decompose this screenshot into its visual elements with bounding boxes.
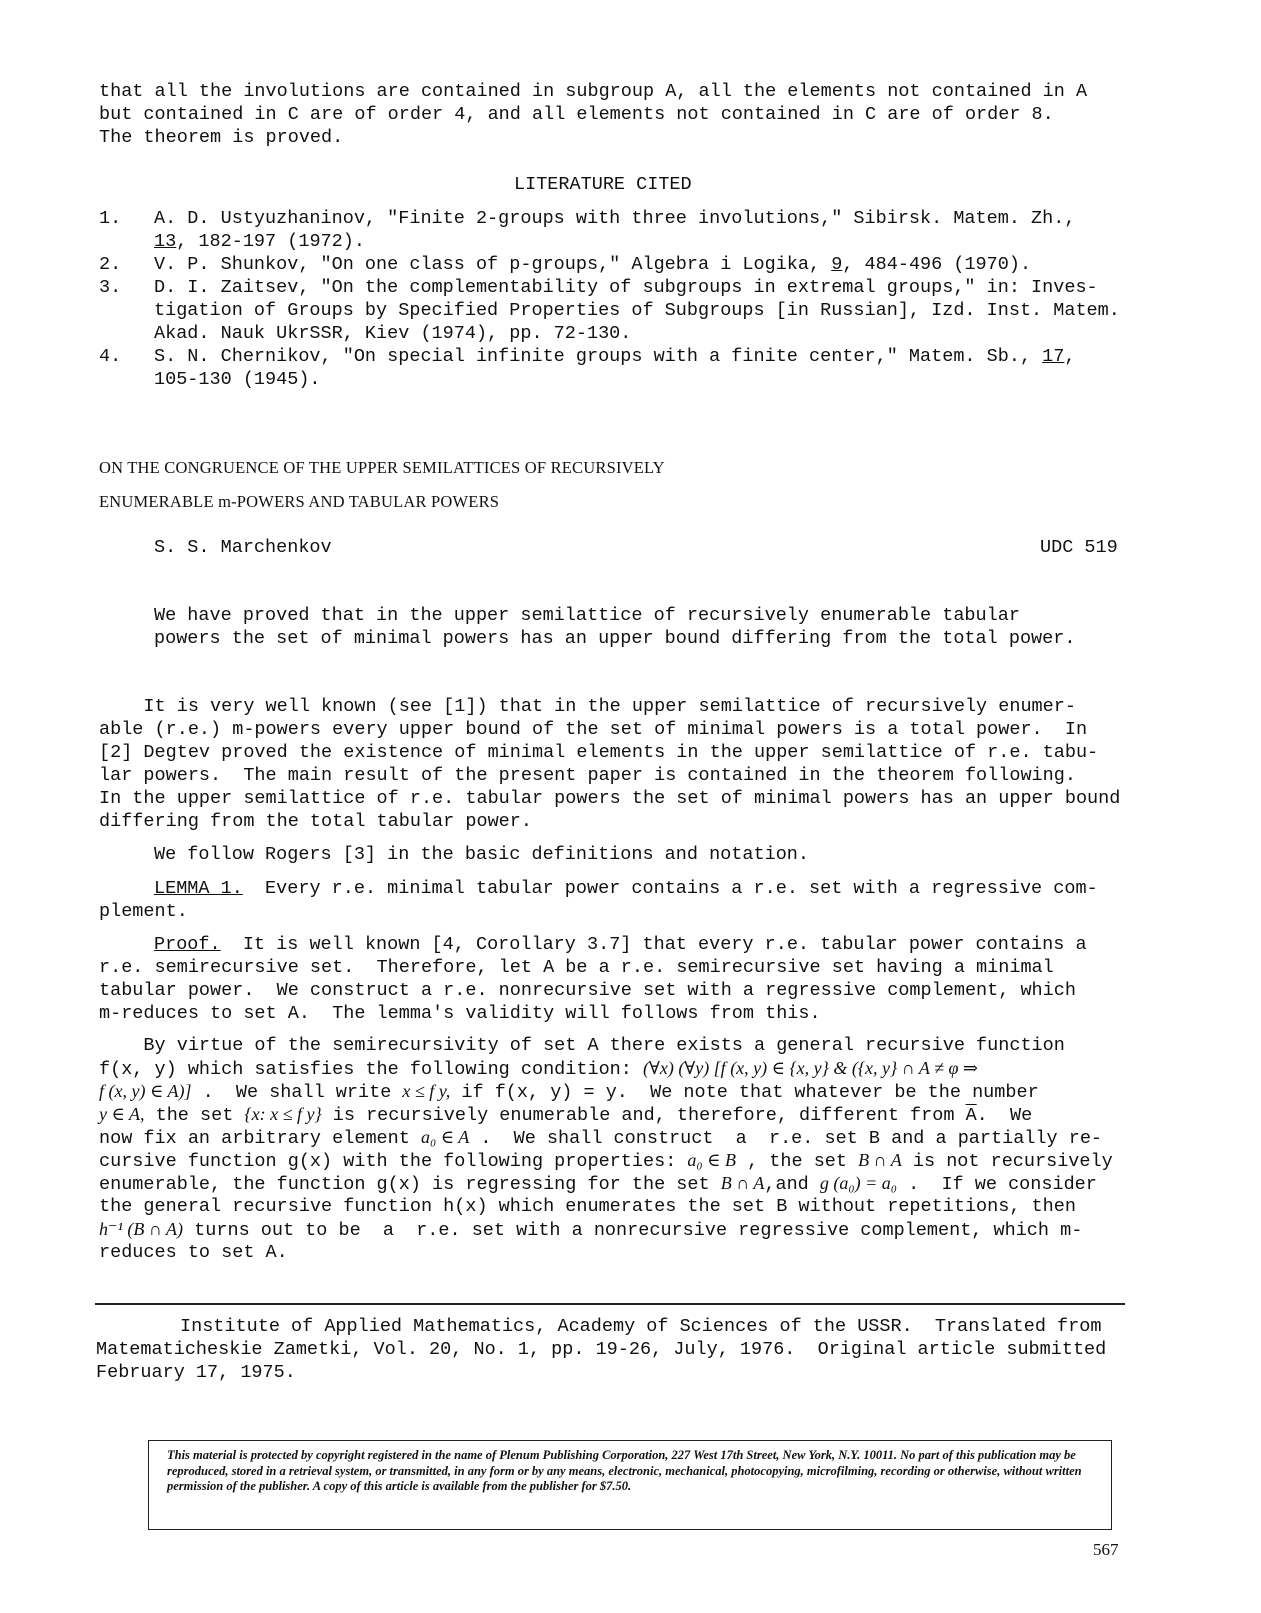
- virtue-line: the general recursive function h(x) which enumerates the set B without repetitions, then: [99, 1196, 1076, 1217]
- reference-line: D. I. Zaitsev, "On the complementability of subgroups in extremal groups," in: Inves-: [154, 277, 1098, 298]
- top-paragraph-line: The theorem is proved.: [99, 127, 344, 148]
- virtue-text: . We shall write: [191, 1082, 403, 1103]
- copyright-notice: [148, 1440, 1112, 1530]
- reference-number: 3.: [99, 277, 122, 298]
- virtue-line: [99, 1149, 1113, 1173]
- proof-line: r.e. semirecursive set. Therefore, let A be a r.e. semirecursive set having a minimal: [99, 957, 1054, 978]
- virtue-line: [99, 1172, 1097, 1196]
- author: S. S. Marchenkov: [154, 537, 332, 558]
- article-title-line: ON THE CONGRUENCE OF THE UPPER SEMILATTICES OF RECURSIVELY: [99, 458, 665, 477]
- virtue-line: reduces to set A.: [99, 1242, 288, 1263]
- virtue-text: is not recursively: [901, 1151, 1113, 1172]
- virtue-line: [99, 1057, 978, 1081]
- virtue-text: f(x, y) which satisfies the following condition:: [99, 1059, 643, 1080]
- abstract: [154, 604, 1076, 673]
- proof-line: m-reduces to set A. The lemma's validity will follows from this.: [99, 1003, 821, 1024]
- reference-number: 1.: [99, 208, 122, 229]
- reference-line: S. N. Chernikov, "On special infinite groups with a finite center," Matem. Sb., 17,: [154, 346, 1076, 367]
- math-formula: $\overline{A}$: [965, 1105, 977, 1126]
- footnote-divider: [95, 1303, 1125, 1305]
- copyright-text: This material is protected by copyright registered in the name of Plenum Publishing Corporation, 227 West 17th Street, New York, N.Y. 10011. No part of this publication may be reproduced, stored in a retrieval system, or transmitted, in any form or by any means, electronic, mechanical, photocopying, microfilming, recording or otherwise, without written permission of the publisher. A copy of this article is available from the publisher for $7.50.: [167, 1448, 1082, 1493]
- footnote-line: Matematicheskie Zametki, Vol. 20, No. 1, pp. 19-26, July, 1976. Original article submitted: [96, 1339, 1107, 1360]
- footnote-line: Institute of Applied Mathematics, Academy of Sciences of the USSR. Translated from: [180, 1316, 1102, 1337]
- rogers-sentence: We follow Rogers [3] in the basic definitions and notation.: [154, 844, 810, 865]
- math-formula: a₀ ∈ B: [687, 1150, 736, 1170]
- math-formula: x ≤ f y,: [402, 1081, 451, 1101]
- lemma-line: [154, 877, 1098, 900]
- virtue-text: if f(x, y) = y. We note that whatever be the number: [450, 1082, 1039, 1103]
- virtue-text: cursive function g(x) with the following properties:: [99, 1151, 688, 1172]
- reference-line: Akad. Nauk UkrSSR, Kiev (1974), pp. 72-130.: [154, 323, 632, 344]
- intro-line: In the upper semilattice of r.e. tabular powers the set of minimal powers has an upper bound: [99, 788, 1121, 809]
- math-formula: y ∈ A,: [99, 1104, 145, 1124]
- virtue-text: the set: [144, 1105, 245, 1126]
- virtue-line: [99, 1218, 1082, 1242]
- reference-number: 2.: [99, 254, 122, 275]
- math-formula: (∀x) (∀y) [f (x, y) ∈ {x, y} & ({x, y} ∩ A ≠ φ ⇒: [643, 1058, 978, 1078]
- virtue-text: is recursively enumerable and, therefore, different from: [321, 1105, 966, 1126]
- virtue-line: [99, 1080, 1039, 1104]
- virtue-text: . We: [976, 1105, 1033, 1126]
- math-formula: B ∩ A: [858, 1150, 902, 1170]
- footnote-line: February 17, 1975.: [96, 1362, 296, 1383]
- virtue-text: enumerable, the function g(x) is regressing for the set: [99, 1174, 721, 1195]
- reference-line: V. P. Shunkov, "On one class of p-groups," Algebra i Logika, 9, 484-496 (1970).: [154, 254, 1032, 275]
- math-formula: g (a₀) = a₀: [819, 1173, 898, 1193]
- proof-line: tabular power. We construct a r.e. nonrecursive set with a regressive complement, which: [99, 980, 1076, 1001]
- reference-line: tigation of Groups by Specified Properties of Subgroups [in Russian], Izd. Inst. Matem.: [154, 300, 1120, 321]
- reference-line: 105-130 (1945).: [154, 369, 321, 390]
- lemma-text: Every r.e. minimal tabular power contains a r.e. set with a regressive com-: [242, 878, 1098, 899]
- literature-heading: LITERATURE CITED: [514, 174, 692, 195]
- intro-line: [2] Degtev proved the existence of minimal elements in the upper semilattice of r.e. tabu-: [99, 742, 1099, 763]
- math-formula: B ∩ A: [720, 1173, 765, 1193]
- top-paragraph-line: that all the involutions are contained in subgroup A, all the elements not contained in A: [99, 81, 1088, 102]
- math-formula: a₀ ∈ A: [420, 1127, 470, 1147]
- math-formula: h⁻¹ (B ∩ A): [99, 1219, 184, 1239]
- intro-line: It is very well known (see [1]) that in the upper semilattice of recursively enumer-: [99, 696, 1076, 717]
- reference-line: 13, 182-197 (1972).: [154, 231, 365, 252]
- virtue-paragraph: [99, 1034, 1113, 1287]
- article-title: [99, 458, 665, 512]
- proof-line: [154, 933, 1087, 956]
- proof-text: It is well known [4, Corollary 3.7] that every r.e. tabular power contains a: [220, 934, 1087, 955]
- virtue-text: now fix an arbitrary element: [99, 1128, 421, 1149]
- reference-line: A. D. Ustyuzhaninov, "Finite 2-groups with three involutions," Sibirsk. Matem. Zh.,: [154, 208, 1076, 229]
- abstract-line: powers the set of minimal powers has an upper bound differing from the total power.: [154, 628, 1076, 649]
- top-paragraph-line: but contained in C are of order 4, and all elements not contained in C are of order 8.: [99, 104, 1054, 125]
- lemma-line: plement.: [99, 901, 188, 922]
- virtue-line: [99, 1103, 1032, 1127]
- virtue-text: ,and: [764, 1174, 820, 1195]
- article-title-line: ENUMERABLE m-POWERS AND TABULAR POWERS: [99, 492, 500, 511]
- intro-line: lar powers. The main result of the present paper is contained in the theorem following.: [99, 765, 1076, 786]
- page-number: 567: [1093, 1540, 1119, 1559]
- virtue-text: . We shall construct a r.e. set B and a partially re-: [469, 1128, 1103, 1149]
- math-formula: f (x, y) ∈ A)]: [99, 1081, 192, 1101]
- top-paragraph: [99, 80, 1088, 172]
- math-formula: {x: x ≤ f y}: [244, 1104, 322, 1124]
- footnote: [96, 1315, 1107, 1407]
- udc-code: UDC 519: [1040, 537, 1118, 558]
- virtue-text: turns out to be a r.e. set with a nonrecursive regressive complement, which m-: [183, 1220, 1083, 1241]
- intro-line: able (r.e.) m-powers every upper bound of the set of minimal powers is a total power. In: [99, 719, 1088, 740]
- virtue-line: [99, 1126, 1102, 1150]
- virtue-line: By virtue of the semirecursivity of set A there exists a general recursive function: [99, 1035, 1065, 1056]
- proof-label: Proof.: [154, 934, 221, 955]
- reference-number: 4.: [99, 346, 122, 367]
- virtue-text: , the set: [735, 1151, 859, 1172]
- virtue-text: . If we consider: [897, 1174, 1097, 1195]
- intro-line: differing from the total tabular power.: [99, 811, 532, 832]
- abstract-line: We have proved that in the upper semilattice of recursively enumerable tabular: [154, 605, 1020, 626]
- lemma-label: LEMMA 1.: [154, 878, 243, 899]
